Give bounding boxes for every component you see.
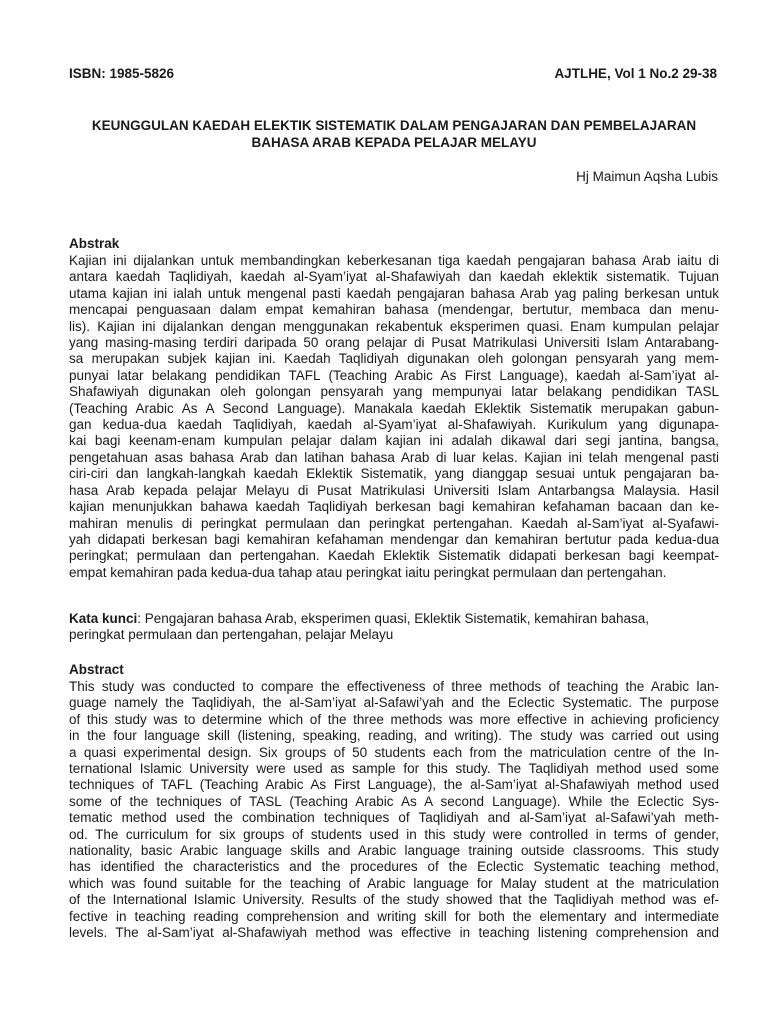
abstrak-heading: Abstrak bbox=[69, 236, 120, 251]
abstrak-line: mahiran menulis di peringkat permulaan dan peringkat pertengahan. Kaedah al-Sam’iyat al-Syafawi- bbox=[69, 515, 719, 531]
author-name: Hj Maimun Aqsha Lubis bbox=[576, 169, 718, 184]
abstract-body bbox=[69, 679, 719, 942]
keywords-text: : Pengajaran bahasa Arab, eksperimen quasi, Eklektik Sistematik, kemahiran bahasa, bbox=[137, 611, 650, 626]
keywords-line bbox=[69, 611, 719, 627]
keywords-line: peringkat permulaan dan pertengahan, pelajar Melayu bbox=[69, 627, 394, 643]
title-line: KEUNGGULAN KAEDAH ELEKTIK SISTEMATIK DALAM PENGAJARAN DAN PEMBELAJARAN bbox=[91, 118, 697, 133]
abstract-line: od. The curriculum for six groups of students used in this study were controlled in terms of gender, bbox=[69, 826, 719, 842]
abstract-line: nationality, basic Arabic language skills and Arabic language training outside classrooms. This study bbox=[69, 843, 719, 859]
abstrak-line: kai bagi keenam-enam kumpulan pelajar dalam kajian ini adalah dikawal dari segi jantina, bangsa, bbox=[69, 433, 719, 449]
abstrak-line: pengetahuan asas bahasa Arab dan latihan bahasa Arab di luar kelas. Kajian ini telah mengenal pasti bbox=[69, 449, 719, 465]
keywords-block bbox=[69, 611, 719, 644]
abstract-heading: Abstract bbox=[69, 662, 124, 677]
abstract-line: levels. The al-Sam’iyat al-Shafawiyah method was effective in teaching listening comprehension and bbox=[69, 925, 719, 941]
abstrak-line: empat kemahiran pada kedua-dua tahap atau peringkat iaitu peringkat permulaan dan pertengahan. bbox=[69, 564, 667, 580]
keywords-label: Kata kunci bbox=[69, 611, 138, 626]
abstract-line: tematic method used the combination techniques of Taqlidiyah and al-Sam’iyat al-Safawi’yah meth- bbox=[69, 810, 719, 826]
journal-citation: AJTLHE, Vol 1 No.2 29-38 bbox=[554, 66, 717, 81]
abstract-line: a quasi experimental design. Six groups of 50 students each from the matriculation centre of the In- bbox=[69, 744, 719, 760]
abstract-line: in the four language skill (listening, speaking, reading, and writing). The study was carried out using bbox=[69, 728, 719, 744]
abstrak-body bbox=[69, 253, 719, 581]
abstrak-line: kajian menunjukkan bahawa kaedah Taqlidiyah berkesan bagi kemahiran kefahaman bacaan dan ke- bbox=[69, 499, 719, 515]
abstrak-line: Shafawiyah digunakan oleh golongan pensyarah yang mempunyai latar belakang pendidikan TASL bbox=[69, 384, 719, 400]
abstract-line: has identified the characteristics and the procedures of the Eclectic Systematic teaching method, bbox=[69, 859, 719, 875]
running-header bbox=[69, 66, 717, 84]
paper-title bbox=[60, 117, 728, 151]
abstrak-line: utama kajian ini ialah untuk mengenal pasti kaedah pengajaran bahasa Arab yag paling berkesan untuk bbox=[69, 285, 719, 301]
abstrak-line: sa merupakan subjek kajian ini. Kaedah Taqlidiyah digunakan oleh golongan pensyarah yang mem- bbox=[69, 351, 719, 367]
abstrak-line: mencapai penguasaan dalam empat kemahiran bahasa (mendengar, bertutur, membaca dan menu- bbox=[69, 302, 719, 318]
abstract-line: which was found suitable for the teaching of Arabic language for Malay student at the matriculation bbox=[69, 875, 719, 891]
abstract-line: techniques of TAFL (Teaching Arabic As First Language), the al-Sam’iyat al-Shafawiyah method used bbox=[69, 777, 719, 793]
abstract-line: some of the techniques of TASL (Teaching Arabic As A second Language). While the Eclectic Sys- bbox=[69, 793, 719, 809]
abstrak-line: Kajian ini dijalankan untuk membandingkan keberkesanan tiga kaedah pengajaran bahasa Arab iaitu di bbox=[69, 253, 719, 268]
abstract-line: of the International Islamic University. Results of the study showed that the Taqlidiyah method was ef- bbox=[69, 892, 719, 908]
abstract-line: This study was conducted to compare the effectiveness of three methods of teaching the Arabic lan- bbox=[69, 679, 719, 694]
abstrak-line: yah didapati berkesan bagi kemahiran kefahaman mendengar dan kemahiran bertutur pada kedua-dua bbox=[69, 531, 719, 547]
abstrak-line: antara kaedah Taqlidiyah, kaedah al-Syam’iyat al-Shafawiyah dan kaedah eklektik sistematik. Tujuan bbox=[69, 269, 719, 285]
abstract-line: guage namely the Taqlidiyah, the al-Sam’iyat al-Safawi’yah and the Eclectic Systematic. The purpose bbox=[69, 695, 719, 711]
abstrak-line: yang masing-masing terdiri daripada 50 orang pelajar di Pusat Matrikulasi Universiti Islam Antarabang- bbox=[69, 335, 719, 351]
abstrak-line: ciri-ciri dan langkah-langkah kaedah Eklektik Sistematik, yang dianggap sesuai untuk pengajaran ba- bbox=[69, 466, 719, 482]
abstract-line: ternational Islamic University were used as sample for this study. The Taqlidiyah method used some bbox=[69, 761, 719, 777]
abstract-line: of this study was to determine which of the three methods was more effective in achieving proficiency bbox=[69, 711, 719, 727]
abstrak-line: gan kedua-dua kaedah Taqlidiyah, kaedah al-Syam’iyat al-Shafawiyah. Kurikulum yang digunapa- bbox=[69, 417, 719, 433]
abstrak-line: peringkat; permulaan dan pertengahan. Kaedah Eklektik Sistematik didapati berkesan bagi keempat- bbox=[69, 548, 719, 564]
title-line: BAHASA ARAB KEPADA PELAJAR MELAYU bbox=[251, 135, 537, 150]
abstract-line: fective in teaching reading comprehension and writing skill for both the elementary and intermediate bbox=[69, 908, 719, 924]
abstrak-line: punyai latar belakang pendidikan TAFL (Teaching Arabic As First Language), kaedah al-Sam’iyat al- bbox=[69, 367, 719, 383]
abstrak-line: hasa Arab kepada pelajar Melayu di Pusat Matrikulasi Universiti Islam Antarbangsa Malaysia. Hasil bbox=[69, 482, 719, 498]
abstrak-line: (Teaching Arabic As A Second Language). Manakala kaedah Eklektik Sistematik merupakan gabun- bbox=[69, 400, 719, 416]
isbn-label: ISBN: 1985-5826 bbox=[69, 66, 175, 81]
abstrak-line: lis). Kajian ini dijalankan dengan menggunakan rekabentuk eksperimen quasi. Enam kumpulan pelajar bbox=[69, 318, 719, 334]
